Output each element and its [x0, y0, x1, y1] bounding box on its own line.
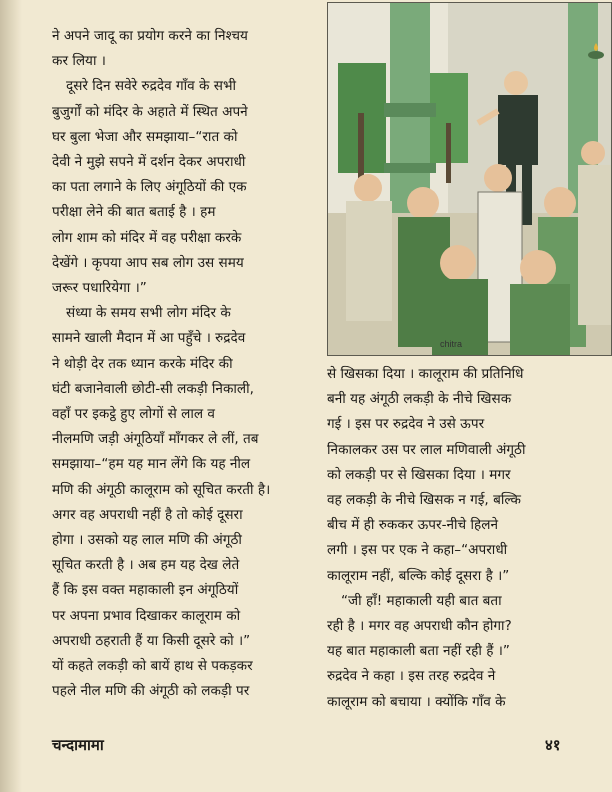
text-line: घंटी बजानेवाली छोटी-सी लकड़ी निकाली,	[52, 380, 254, 397]
magazine-name: चन्दामामा	[52, 736, 104, 754]
tree-left	[338, 63, 386, 183]
text-line: घर बुला भेजा और समझाया–“रात को	[52, 128, 238, 145]
text-line: ने थोड़ी देर तक ध्यान करके मंदिर की	[52, 355, 233, 372]
text-line: परीक्षा लेने की बात बताई है । हम	[52, 204, 216, 221]
text-line: से खिसका दिया । कालूराम की प्रतिनिधि	[327, 366, 524, 382]
text-line: वहाँ पर इकट्ठे हुए लोगों से लाल व	[52, 406, 215, 423]
text-line: समझाया–“हम यह मान लेंगे कि यह नील	[52, 456, 251, 473]
text-line: कर लिया ।	[52, 53, 106, 70]
text-line: का पता लगाने के लिए अंगूठियों की एक	[52, 179, 247, 196]
villager-figure	[578, 141, 611, 325]
text-line: लगी । इस पर एक ने कहा–“अपराधी	[327, 542, 508, 559]
text-line: नीलमणि जड़ी अंगूठियाँ माँगकर ले लीं, तब	[52, 431, 259, 448]
text-line: यों कहते लकड़ी को बायें हाथ से पकड़कर	[52, 658, 253, 675]
text-line: बुजुर्गों को मंदिर के अहाते में स्थित अपने	[52, 103, 248, 120]
text-line: सूचित करती है । अब हम यह देख लेते	[52, 557, 240, 574]
text-line: देखेंगे । कृपया आप सब लोग उस समय	[52, 254, 244, 271]
text-line: दूसरे दिन सवेरे रुद्रदेव गाँव के सभी	[66, 78, 237, 95]
text-line: पहले नील मणि की अंगूठी को लकड़ी पर	[52, 683, 250, 700]
text-line: अगर वह अपराधी नहीं है तो कोई दूसरा	[52, 506, 243, 523]
page-number: ४१	[545, 736, 561, 754]
text-line: कालूराम नहीं, बल्कि कोई दूसरा है ।”	[327, 567, 510, 584]
artist-signature: chitra	[440, 339, 463, 349]
text-line: अपराधी ठहराती हैं या किसी दूसरे को ।”	[52, 632, 251, 649]
text-line: रुद्रदेव ने कहा । इस तरह रुद्रदेव ने	[327, 668, 496, 685]
text-line: बनी यह अंगूठी लकड़ी के नीचे खिसक	[327, 391, 512, 408]
temple-scene-illustration	[328, 3, 611, 355]
text-line: “जी हाँ! महाकाली यही बात बता	[341, 592, 502, 609]
text-line: कालूराम को बचाया । क्योंकि गाँव के	[327, 693, 506, 710]
text-line: यह बात महाकाली बता नहीं रही हैं ।”	[327, 643, 510, 660]
text-column-right	[327, 362, 595, 715]
text-line: संध्या के समय सभी लोग मंदिर के	[66, 305, 231, 322]
text-line: बीच में ही रुककर ऊपर-नीचे हिलने	[327, 517, 499, 534]
text-line: गई । इस पर रुद्रदेव ने उसे ऊपर	[327, 416, 485, 433]
text-line: होगा । उसको यह लाल मणि की अंगूठी	[52, 532, 242, 549]
text-line: को लकड़ी पर से खिसका दिया । मगर	[327, 466, 511, 483]
text-column-left	[52, 24, 316, 704]
text-line: जरूर पधारियेगा ।”	[52, 280, 147, 297]
text-line: सामने खाली मैदान में आ पहुँचे । रुद्रदेव	[52, 330, 246, 347]
text-line: रही है । मगर वह अपराधी कौन होगा?	[327, 618, 512, 635]
text-line: लोग शाम को मंदिर में वह परीक्षा करके	[52, 229, 242, 246]
text-line: वह लकड़ी के नीचे खिसक न गई, बल्कि	[327, 492, 521, 509]
text-line: देवी ने मुझे सपने में दर्शन देकर अपराधी	[52, 154, 246, 171]
story-illustration	[327, 2, 612, 356]
text-line: पर अपना प्रभाव दिखाकर कालूराम को	[52, 607, 241, 624]
text-line: मणि की अंगूठी कालूराम को सूचित करती है।	[52, 481, 271, 498]
page-gutter	[0, 0, 22, 792]
text-line: निकालकर उस पर लाल मणिवाली अंगूठी	[327, 441, 526, 458]
text-line: ने अपने जादू का प्रयोग करने का निश्चय	[52, 28, 248, 44]
text-line: हैं कि इस वक्त महाकाली इन अंगूठियों	[52, 582, 239, 599]
